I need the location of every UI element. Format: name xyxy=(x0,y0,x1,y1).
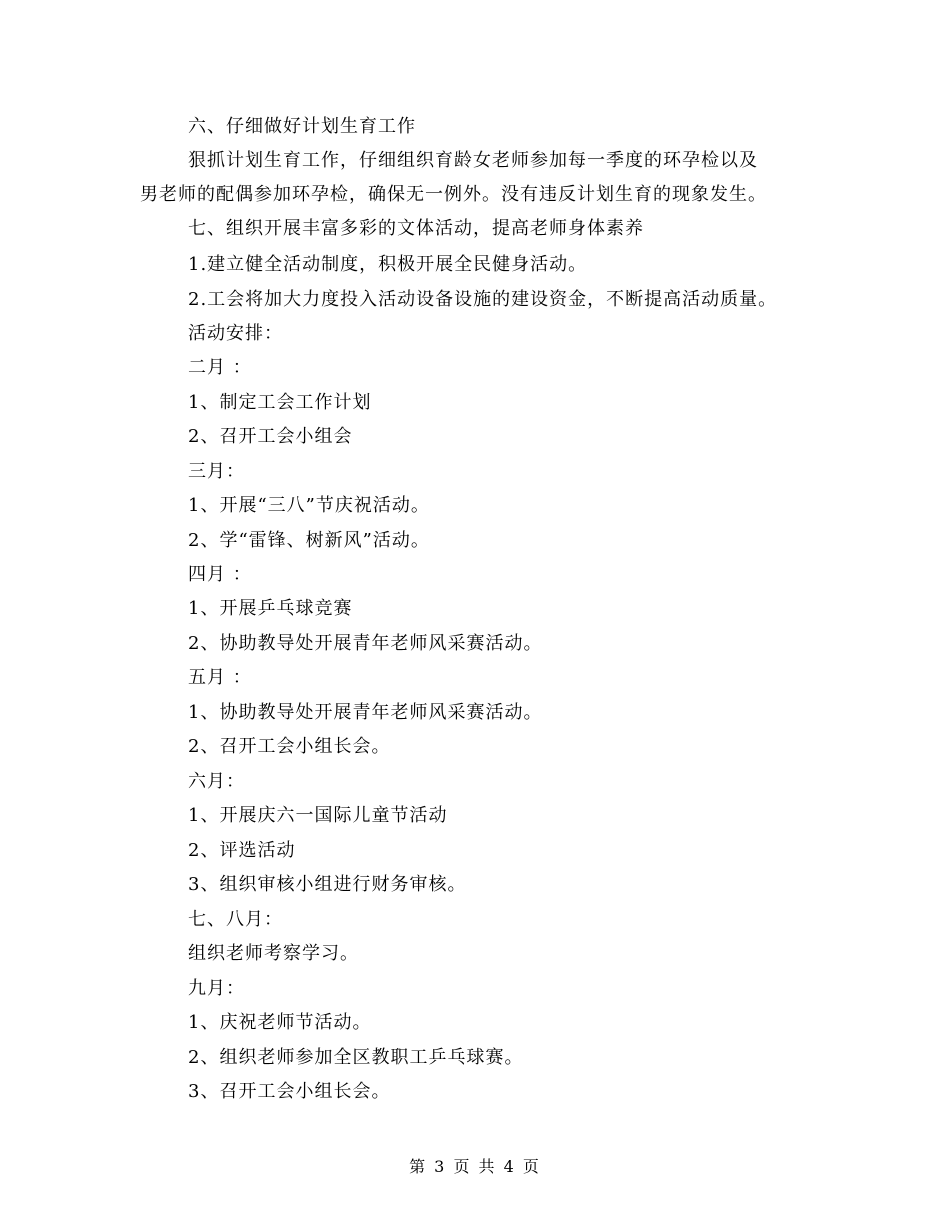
list-item: 2.工会将加大力度投入活动设备设施的建设资金，不断提高活动质量。 xyxy=(188,289,778,310)
month-heading: 三月： xyxy=(188,461,245,482)
list-item: 2、召开工会小组会 xyxy=(188,426,353,447)
list-item: 1、开展庆六一国际儿童节活动 xyxy=(188,805,448,826)
section-heading-activities: 七、组织开展丰富多彩的文体活动，提高老师身体素养 xyxy=(188,218,644,239)
month-heading: 七、八月： xyxy=(188,909,283,930)
month-heading: 四月 ： xyxy=(188,564,252,585)
list-item: 1、开展乒乓球竞赛 xyxy=(188,598,353,619)
list-item: 组织老师考察学习。 xyxy=(188,943,359,964)
list-item: 3、召开工会小组长会。 xyxy=(188,1081,391,1102)
month-heading: 二月 ： xyxy=(188,357,252,378)
page-number-footer: 第 3 页 共 4 页 xyxy=(409,1157,541,1176)
list-item: 2、组织老师参加全区教职工乒乓球赛。 xyxy=(188,1047,524,1068)
list-item: 3、组织审核小组进行财务审核。 xyxy=(188,874,467,895)
list-item: 2、召开工会小组长会。 xyxy=(188,736,391,757)
list-item: 1、开展“三八”节庆祝活动。 xyxy=(188,495,430,516)
month-heading: 九月： xyxy=(188,978,245,999)
list-item: 2、学“雷锋、树新风”活动。 xyxy=(188,530,430,551)
section-heading-family-planning: 六、仔细做好计划生育工作 xyxy=(188,116,416,137)
list-item: 1、制定工会工作计划 xyxy=(188,392,372,413)
paragraph-line: 男老师的配偶参加环孕检，确保无一例外。没有违反计划生育的现象发生。 xyxy=(140,184,767,205)
list-item: 2、协助教导处开展青年老师风采赛活动。 xyxy=(188,633,543,654)
list-item: 2、评选活动 xyxy=(188,840,296,861)
month-heading: 六月： xyxy=(188,771,245,792)
list-item: 1、协助教导处开展青年老师风采赛活动。 xyxy=(188,702,543,723)
list-item: 1、庆祝老师节活动。 xyxy=(188,1012,372,1033)
schedule-heading: 活动安排： xyxy=(188,323,283,344)
list-item: 1.建立健全活动制度，积极开展全民健身活动。 xyxy=(188,254,588,275)
paragraph-line: 狠抓计划生育工作，仔细组织育龄女老师参加每一季度的环孕检以及 xyxy=(188,150,758,171)
month-heading: 五月 ： xyxy=(188,667,252,688)
